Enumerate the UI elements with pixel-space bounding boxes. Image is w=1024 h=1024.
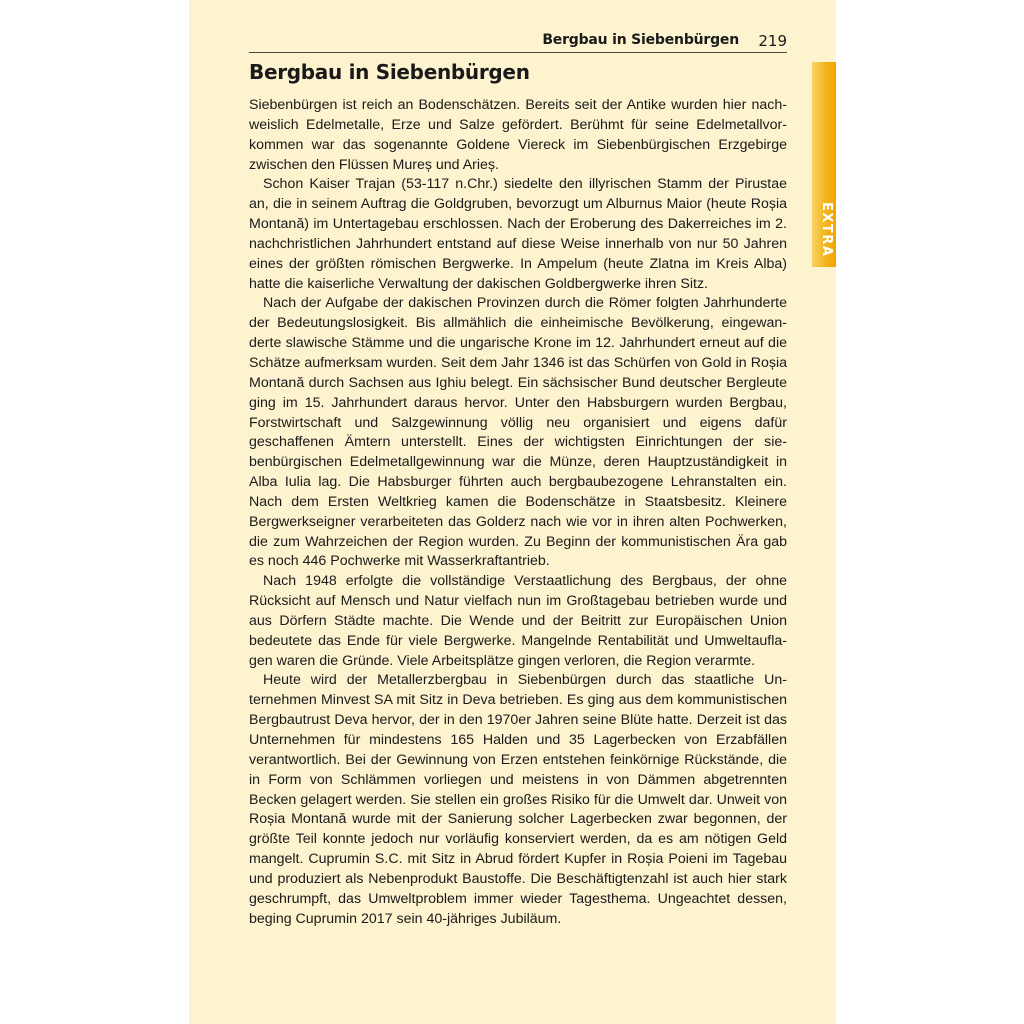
running-header: [249, 30, 787, 53]
extra-tab-label: EXTRA: [819, 202, 834, 258]
article-body: [249, 96, 787, 929]
article-title: Bergbau in Siebenbürgen: [249, 60, 530, 84]
paragraph: Schon Kaiser Trajan (53-117 n.Chr.) siedelte den illyrischen Stamm der Pirustae an, die in seinem Auftrag die Goldgruben, bevorzugt um Alburnus Maior (heute Roșia Montană) im Untertagebau erschlossen. Nach der Eroberung des Dakerreiches im 2. nachchristlichen Jahrhundert entstand auf diese Weise innerhalb von nur 50 Jahren eines der größten römischen Bergwerke. In Ampelum (heute Zlatna im Kreis Alba) hatte die kaiserliche Verwaltung der dakischen Goldbergwerke ihren Sitz.: [249, 176, 787, 292]
running-header-title: Bergbau in Siebenbürgen: [542, 32, 739, 48]
paragraph: Nach der Aufgabe der dakischen Provinzen durch die Römer folgten Jahrhunderte der Bedeutungslosigkeit. Bis allmählich die einheimische Bevölkerung, eingewanderte slawische Stämme und die ungarische Krone im 12. Jahrhundert erneut auf die Schätze aufmerksam wurden. Seit dem Jahr 1346 ist das Schürfen von Gold in Roșia Montană durch Sachsen aus Ighiu belegt. Ein sächsischer Bund deutscher Bergleute ging im 15. Jahrhundert daraus hervor. Unter den Habsburgern wurden Bergbau, Forstwirtschaft und Salzgewinnung völlig neu organisiert und eigens dafür geschaffenen Ämtern unterstellt. Eines der wichtigsten Einrichtungen der siebenbürgischen Edelmetallgewinnung war die Münze, deren Hauptzuständigkeit in Alba Iulia lag. Die Habsburger führten auch bergbaubezogene Lehranstalten ein. Nach dem Ersten Weltkrieg kamen die Bodenschätze in Staatsbesitz. Kleinere Bergwerkseigner verarbeiteten das Golderz nach wie vor in ihren alten Pochwerken, die zum Wahrzeichen der Region wurden. Zu Beginn der kommunistischen Ära gab es noch 446 Pochwerke mit Wasserkraftantrieb.: [249, 295, 787, 570]
paragraph: Heute wird der Metallerzbergbau in Siebenbürgen durch das staatliche Unternehmen Minvest SA mit Sitz in Deva betrieben. Es ging aus dem kommunistischen Bergbautrust Deva hervor, der in den 1970er Jahren seine Blüte hatte. Derzeit ist das Unternehmen für mindestens 165 Halden und 35 Lagerbecken von Erzabfällen verantwortlich. Bei der Gewinnung von Erzen entstehen feinkörnige Rückstände, die in Form von Schlämmen vorliegen und meistens in von Dämmen abgetrennten Becken gelagert werden. Sie stellen ein großes Risiko für die Umwelt dar. Unweit von Roșia Montană wurde mit der Sanierung solcher Lagerbecken zwar begonnen, der größte Teil konnte jedoch nur vorläufig konserviert werden, da es am nötigen Geld mangelt. Cuprumin S.C. mit Sitz in Abrud fördert Kupfer in Roșia Poieni im Tagebau und produziert als Nebenprodukt Baustoffe. Die Beschäftigtenzahl ist auch hier stark geschrumpft, das Umweltproblem immer wieder Tagesthema. Ungeachtet dessen, beging Cuprumin 2017 sein 40-jähriges Jubiläum.: [249, 672, 787, 927]
book-page: [189, 0, 836, 1024]
page-number: 219: [758, 32, 787, 50]
paragraph: Nach 1948 erfolgte die vollständige Verstaatlichung des Bergbaus, der ohne Rücksicht auf Mensch und Natur vielfach nun im Großtagebau betrieben wurde und aus Dörfern Städte machte. Die Wende und der Beitritt zur Europäischen Union bedeutete das Ende für viele Bergwerke. Mangelnde Rentabilität und Umweltauflagen waren die Gründe. Viele Arbeitsplätze gingen verloren, die Region verarmte.: [249, 573, 787, 669]
extra-section-tab: [812, 62, 836, 267]
paragraph: Siebenbürgen ist reich an Bodenschätzen. Bereits seit der Antike wurden hier nachweislich Edelmetalle, Erze und Salze gefördert. Berühmt für seine Edelmetallvorkommen war das sogenannte Goldene Viereck im Siebenbürgischen Erzgebirge zwischen den Flüssen Mureș und Arieș.: [249, 97, 787, 173]
